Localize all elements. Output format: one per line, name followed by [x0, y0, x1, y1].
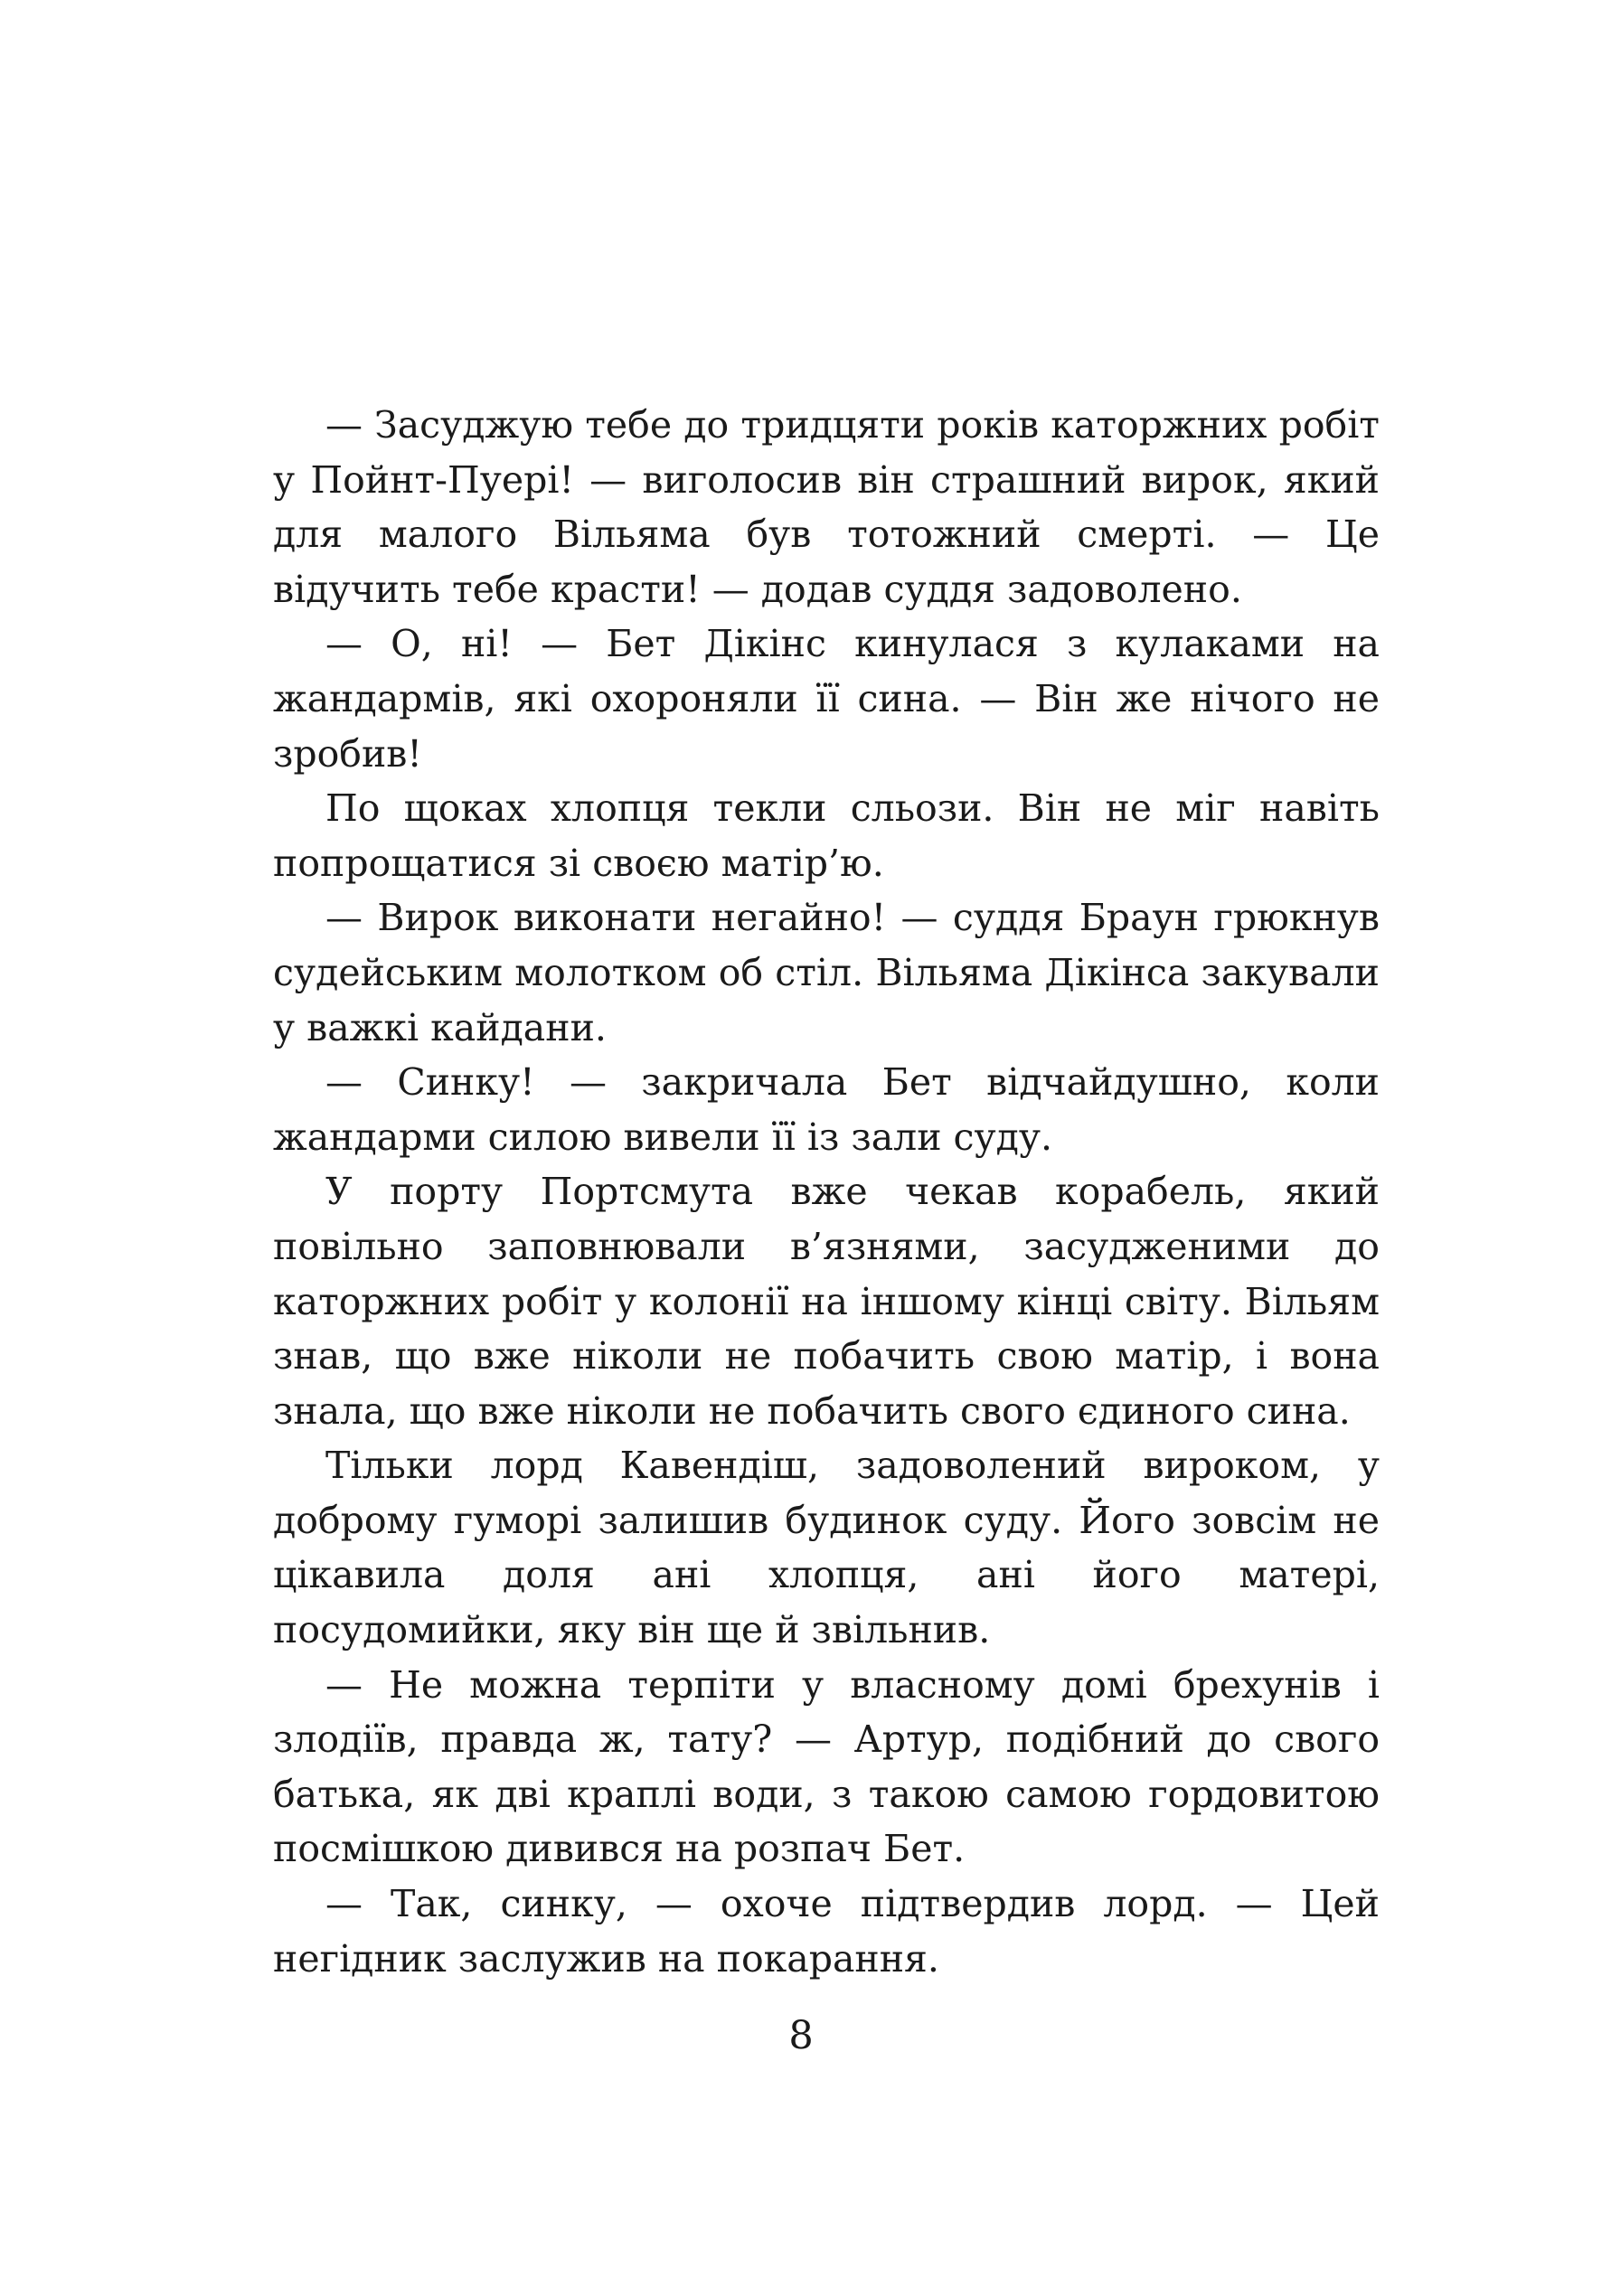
paragraph: — Засуджую тебе до тридцяти років каторжних робіт у Пойнт-Пуері! — виголосив він страшний вирок, який для малого Вільяма був тотожний смерті. — Це відучить тебе красти! — додав суддя задоволено.	[273, 403, 1380, 611]
page-body	[273, 398, 1380, 1986]
page-number: 8	[788, 2013, 814, 2058]
paragraph: Тільки лорд Кавендіш, задоволений вироком, у доброму гуморі залишив будинок суду. Його зовсім не цікавила доля ані хлопця, ані його матері, посудомийки, яку він ще й звільнив.	[273, 1444, 1380, 1652]
paragraph: — Синку! — закричала Бет відчайдушно, коли жандарми силою вивели її із зали суду.	[273, 1060, 1380, 1159]
paragraph: У порту Портсмута вже чекав корабель, який повільно заповнювали в’язнями, засудженими до каторжних робіт у колонії на іншому кінці світу. Вільям знав, що вже ніколи не побачить свою матір, і вона знала, що вже ніколи не побачить свого єдиного сина.	[273, 1170, 1380, 1433]
paragraph: — Так, синку, — охоче підтвердив лорд. — Цей негідник заслужив на покарання.	[273, 1882, 1380, 1981]
paragraph: — Не можна терпіти у власному домі брехунів і злодіїв, правда ж, тату? — Артур, подібний до свого батька, як дві краплі води, з такою самою гордовитою посмішкою дивився на розпач Бет.	[273, 1662, 1380, 1871]
paragraph: — Вирок виконати негайно! — суддя Браун грюкнув судейським молотком об стіл. Вільяма Дікінса закували у важкі кайдани.	[273, 896, 1380, 1049]
paragraph: По щоках хлопця текли сльози. Він не міг навіть попрощатися зі своєю матір’ю.	[273, 786, 1380, 885]
paragraph: — О, ні! — Бет Дікінс кинулася з кулаками на жандармів, які охороняли її сина. — Він же нічого не зробив!	[273, 622, 1380, 776]
